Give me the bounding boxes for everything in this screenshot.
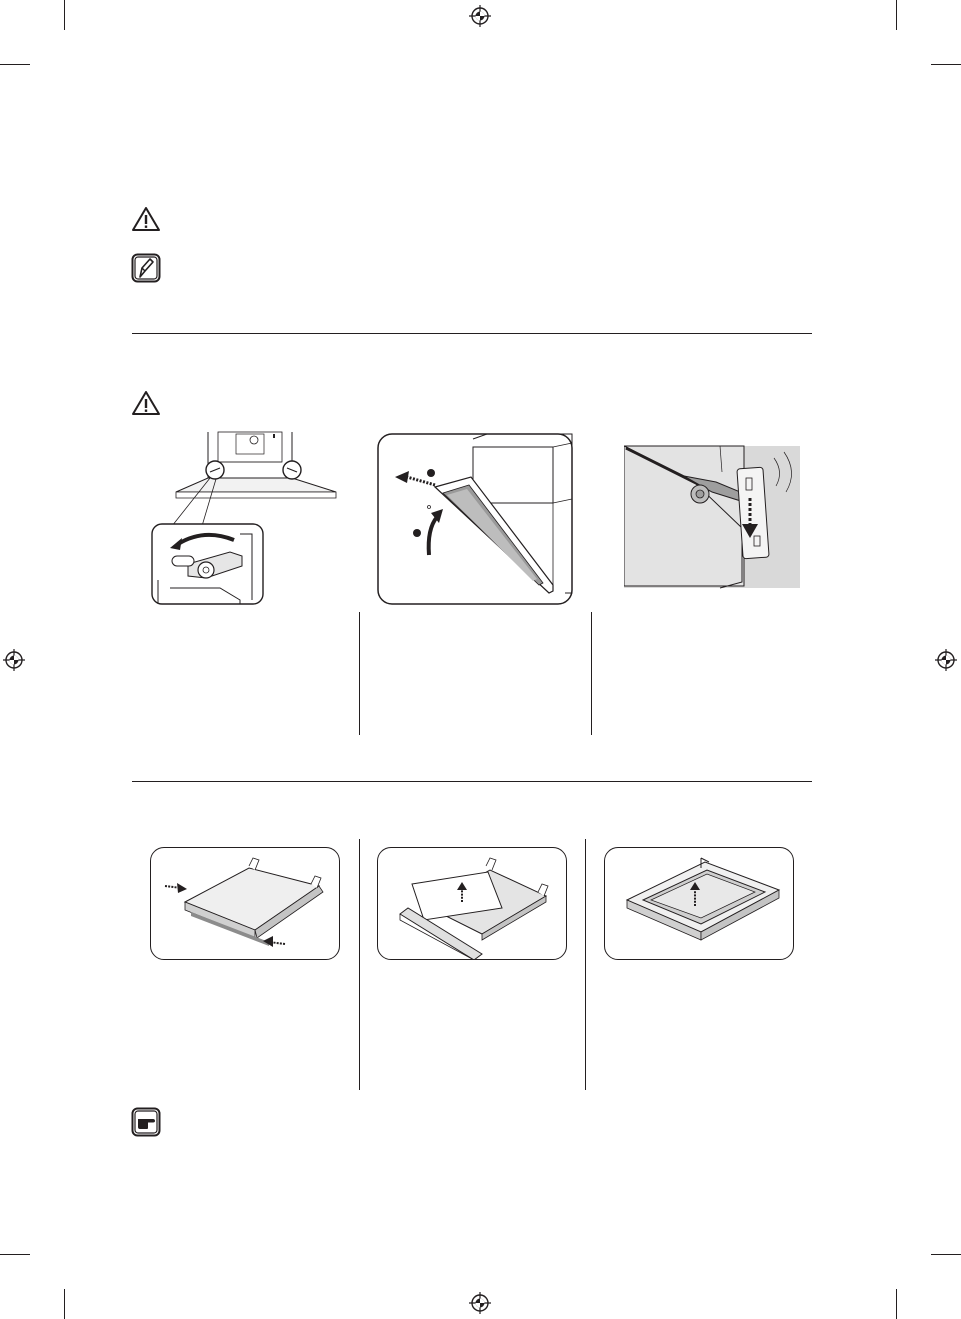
door-hinge-unlock-illustration [150,430,350,606]
hinge-lever-closeup-illustration [624,442,806,590]
note-pencil-icon [131,253,161,283]
crop-mark-top-left-h [0,64,30,65]
door-lift-illustration [377,433,573,605]
registration-mark-icon [469,5,491,27]
crop-mark-bottom-left-h [0,1254,30,1255]
column-separator [359,839,360,1090]
crop-mark-top-right-h [931,64,961,65]
column-separator [585,839,586,1090]
door-glass-step-3-panel [604,847,794,960]
crop-mark-bottom-right-v [896,1289,897,1319]
section-divider [132,781,812,782]
crop-mark-bottom-left-v [64,1289,65,1319]
column-separator [591,612,592,735]
crop-mark-top-left-v [64,0,65,30]
section-divider [132,333,812,334]
registration-mark-icon [469,1292,491,1314]
column-separator [359,612,360,735]
door-glass-step-1-panel [150,847,340,960]
pointing-hand-icon [131,1107,161,1137]
crop-mark-top-right-v [896,0,897,30]
door-glass-step-2-panel [377,847,567,960]
registration-mark-icon [935,649,957,671]
crop-mark-bottom-right-h [931,1254,961,1255]
registration-mark-icon [3,649,25,671]
warning-triangle-icon [131,206,161,232]
warning-triangle-icon [131,390,161,416]
